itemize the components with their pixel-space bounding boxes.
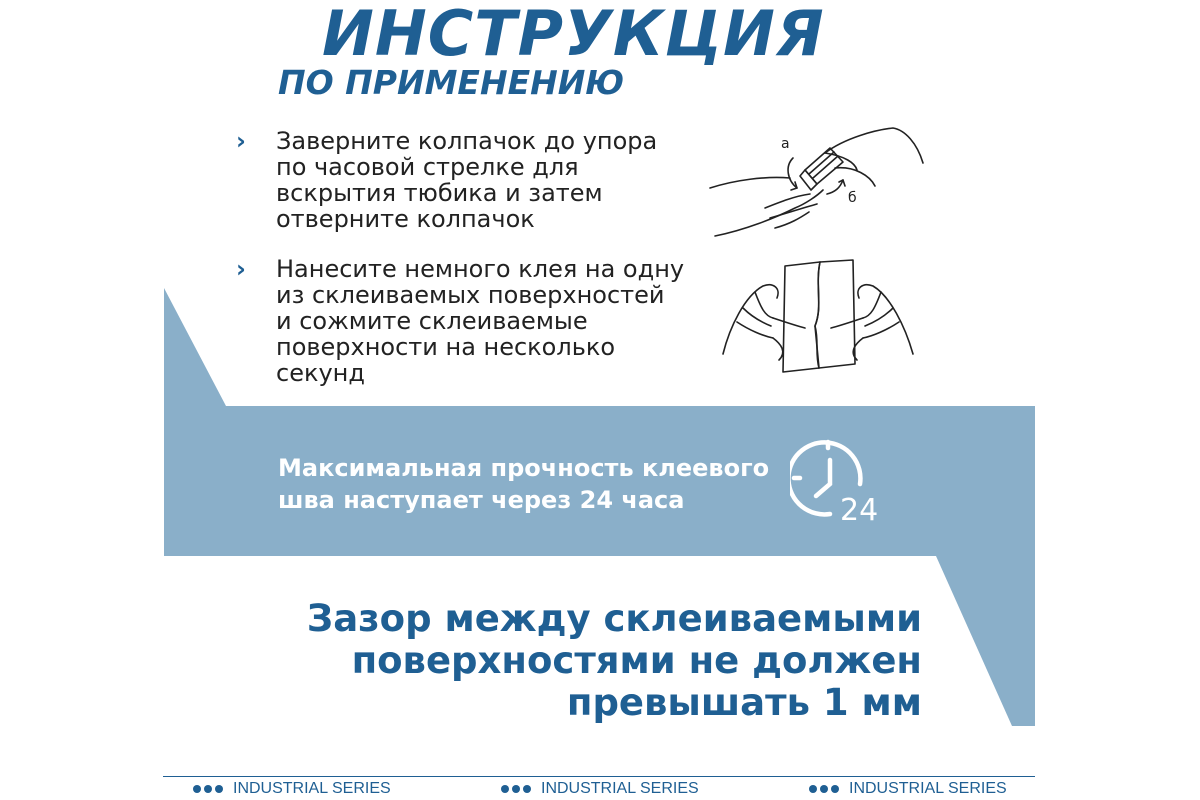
footer-series-label: INDUSTRIAL SERIES <box>541 780 699 797</box>
chevron-right-icon: › <box>236 127 246 155</box>
label-a: а <box>781 136 790 152</box>
footer-brand <box>501 779 699 799</box>
footer-brand <box>809 779 1007 799</box>
footer-divider <box>163 776 1035 777</box>
page-title: ИНСТРУКЦИЯ <box>322 0 825 70</box>
chevron-right-icon: › <box>236 255 246 283</box>
footer-series-label: INDUSTRIAL SERIES <box>233 780 391 797</box>
gap-warning: Зазор между склеиваемыми поверхностями не должен превышать 1 мм <box>306 597 922 724</box>
page-subtitle: ПО ПРИМЕНЕНИЮ <box>278 63 625 102</box>
dots-icon <box>193 785 223 793</box>
clock-number: 24 <box>840 493 879 528</box>
hands-tube-cap-icon <box>705 118 930 248</box>
step-text: Нанесите немного клея на одну из склеиваемых поверхностей и сожмите склеиваемые поверхности на несколько секунд <box>276 255 685 387</box>
label-b: б <box>848 190 857 206</box>
clock-24-icon <box>790 438 885 528</box>
footer-series-label: INDUSTRIAL SERIES <box>849 780 1007 797</box>
hands-pressing-surfaces-icon <box>715 256 920 378</box>
footer-brand <box>193 779 391 799</box>
step-text: Заверните колпачок до упора по часовой стрелке для вскрытия тюбика и затем отверните колпачок <box>276 127 658 233</box>
footer <box>163 776 1035 800</box>
cure-time-note: Максимальная прочность клеевого шва наступает через 24 часа <box>278 454 770 514</box>
dots-icon <box>501 785 531 793</box>
dots-icon <box>809 785 839 793</box>
